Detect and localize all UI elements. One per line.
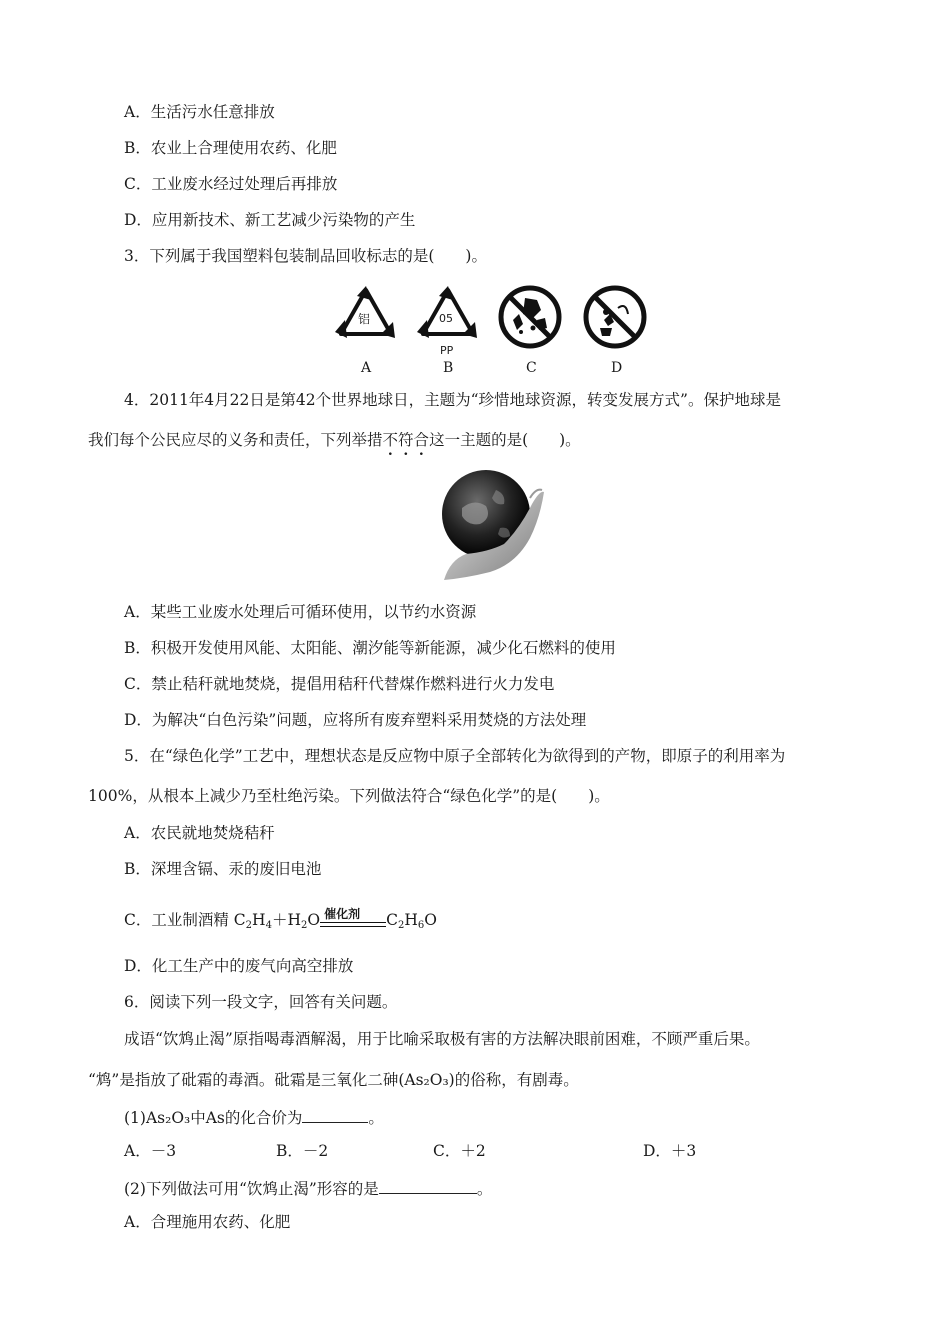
q6-sub1-option-a: A．－3	[124, 1142, 177, 1160]
emphasis-char: 合	[413, 431, 430, 449]
q4-line2-post: 这一主题的是( )。	[429, 431, 581, 449]
q6-sub2	[124, 1177, 492, 1199]
recycle-a-text: 铝	[358, 312, 371, 326]
icon-label-c: C	[526, 360, 537, 376]
q3-stem: 3．下列属于我国塑料包装制品回收标志的是( )。	[124, 247, 487, 265]
q4-line2-pre: 我们每个公民应尽的义务和责任，下列举措	[88, 431, 383, 449]
q5-option-a: A．农民就地焚烧秸秆	[124, 824, 275, 842]
q2-option-b: B．农业上合理使用农药、化肥	[124, 139, 337, 157]
q5-stem-line1: 5．在“绿色化学”工艺中，理想状态是反应物中原子全部转化为欲得到的产物，即原子的利用率为	[124, 747, 786, 765]
recycle-b-text: 05	[439, 312, 453, 325]
q4-option-b: B．积极开发使用风能、太阳能、潮汐能等新能源，减少化石燃料的使用	[124, 639, 616, 657]
emphasis-char: 不	[382, 431, 399, 449]
q4-option-a: A．某些工业废水处理后可循环使用，以节约水资源	[124, 603, 477, 621]
q5-option-b: B．深埋含镉、汞的废旧电池	[124, 860, 322, 878]
recycle-aluminum-icon	[333, 284, 399, 344]
q6-stem: 6．阅读下列一段文字，回答有关问题。	[124, 993, 398, 1011]
icon-label-b: B	[443, 360, 454, 376]
q6-sub1-option-b: B．－2	[276, 1142, 329, 1160]
q6-sub1-text: (1)As₂O₃中As的化合价为	[124, 1109, 303, 1127]
q5-option-c-pre: C．工业制酒精 C	[124, 911, 246, 929]
catalyst-equals	[320, 907, 386, 936]
no-littering-icon	[497, 284, 563, 350]
q5-stem-line2: 100%，从根本上减少乃至杜绝污染。下列做法符合“绿色化学”的是( )。	[88, 787, 610, 805]
q4-stem-line2	[88, 430, 581, 450]
recycle-pp-icon	[415, 284, 481, 344]
q4-option-d: D．为解决“白色污染”问题，应将所有废弃塑料采用焚烧的方法处理	[124, 711, 587, 729]
earth-in-hand-image	[440, 468, 544, 582]
q6-sub1-option-c: C．＋2	[433, 1142, 486, 1160]
q6-sub2-end: 。	[476, 1180, 493, 1198]
q2-option-a: A．生活污水任意排放	[124, 103, 275, 121]
q4-option-c: C．禁止秸秆就地焚烧，提倡用秸秆代替煤作燃料进行火力发电	[124, 675, 555, 693]
emphasis-char: 符	[398, 431, 414, 449]
recycle-b-below: PP	[440, 344, 454, 357]
no-disposal-icon	[582, 284, 648, 350]
answer-blank-2[interactable]	[379, 1177, 477, 1194]
q6-paragraph-2: “鸩”是指放了砒霜的毒酒。砒霜是三氧化二砷(As₂O₃)的俗称，有剧毒。	[88, 1071, 579, 1089]
q6-sub2-option-a: A．合理施用农药、化肥	[124, 1213, 291, 1231]
q4-stem-line1: 4．2011年4月22日是第42个世界地球日，主题为“珍惜地球资源，转变发展方式”。保护地球是	[124, 391, 781, 409]
q6-sub2-text: (2)下列做法可用“饮鸩止渴”形容的是	[124, 1180, 379, 1198]
q5-option-d: D．化工生产中的废气向高空排放	[124, 957, 354, 975]
q6-paragraph-1: 成语“饮鸩止渴”原指喝毒酒解渴，用于比喻采取极有害的方法解决眼前困难，不顾严重后果。	[124, 1030, 760, 1048]
icon-label-a: A	[361, 360, 372, 376]
q6-sub1-end: 。	[368, 1109, 384, 1127]
q6-sub1	[124, 1106, 384, 1128]
catalyst-label: 催化剂	[324, 907, 361, 921]
answer-blank-1[interactable]	[302, 1106, 368, 1123]
q2-option-d: D．应用新技术、新工艺减少污染物的产生	[124, 211, 416, 229]
q6-sub1-option-d: D．＋3	[643, 1142, 697, 1160]
q2-option-c: C．工业废水经过处理后再排放	[124, 175, 338, 193]
icon-label-d: D	[611, 360, 623, 376]
q5-option-c: C．工业制酒精 $C_2H_4+H_2O$ 催化剂 $C_2H_6O$	[124, 910, 437, 936]
